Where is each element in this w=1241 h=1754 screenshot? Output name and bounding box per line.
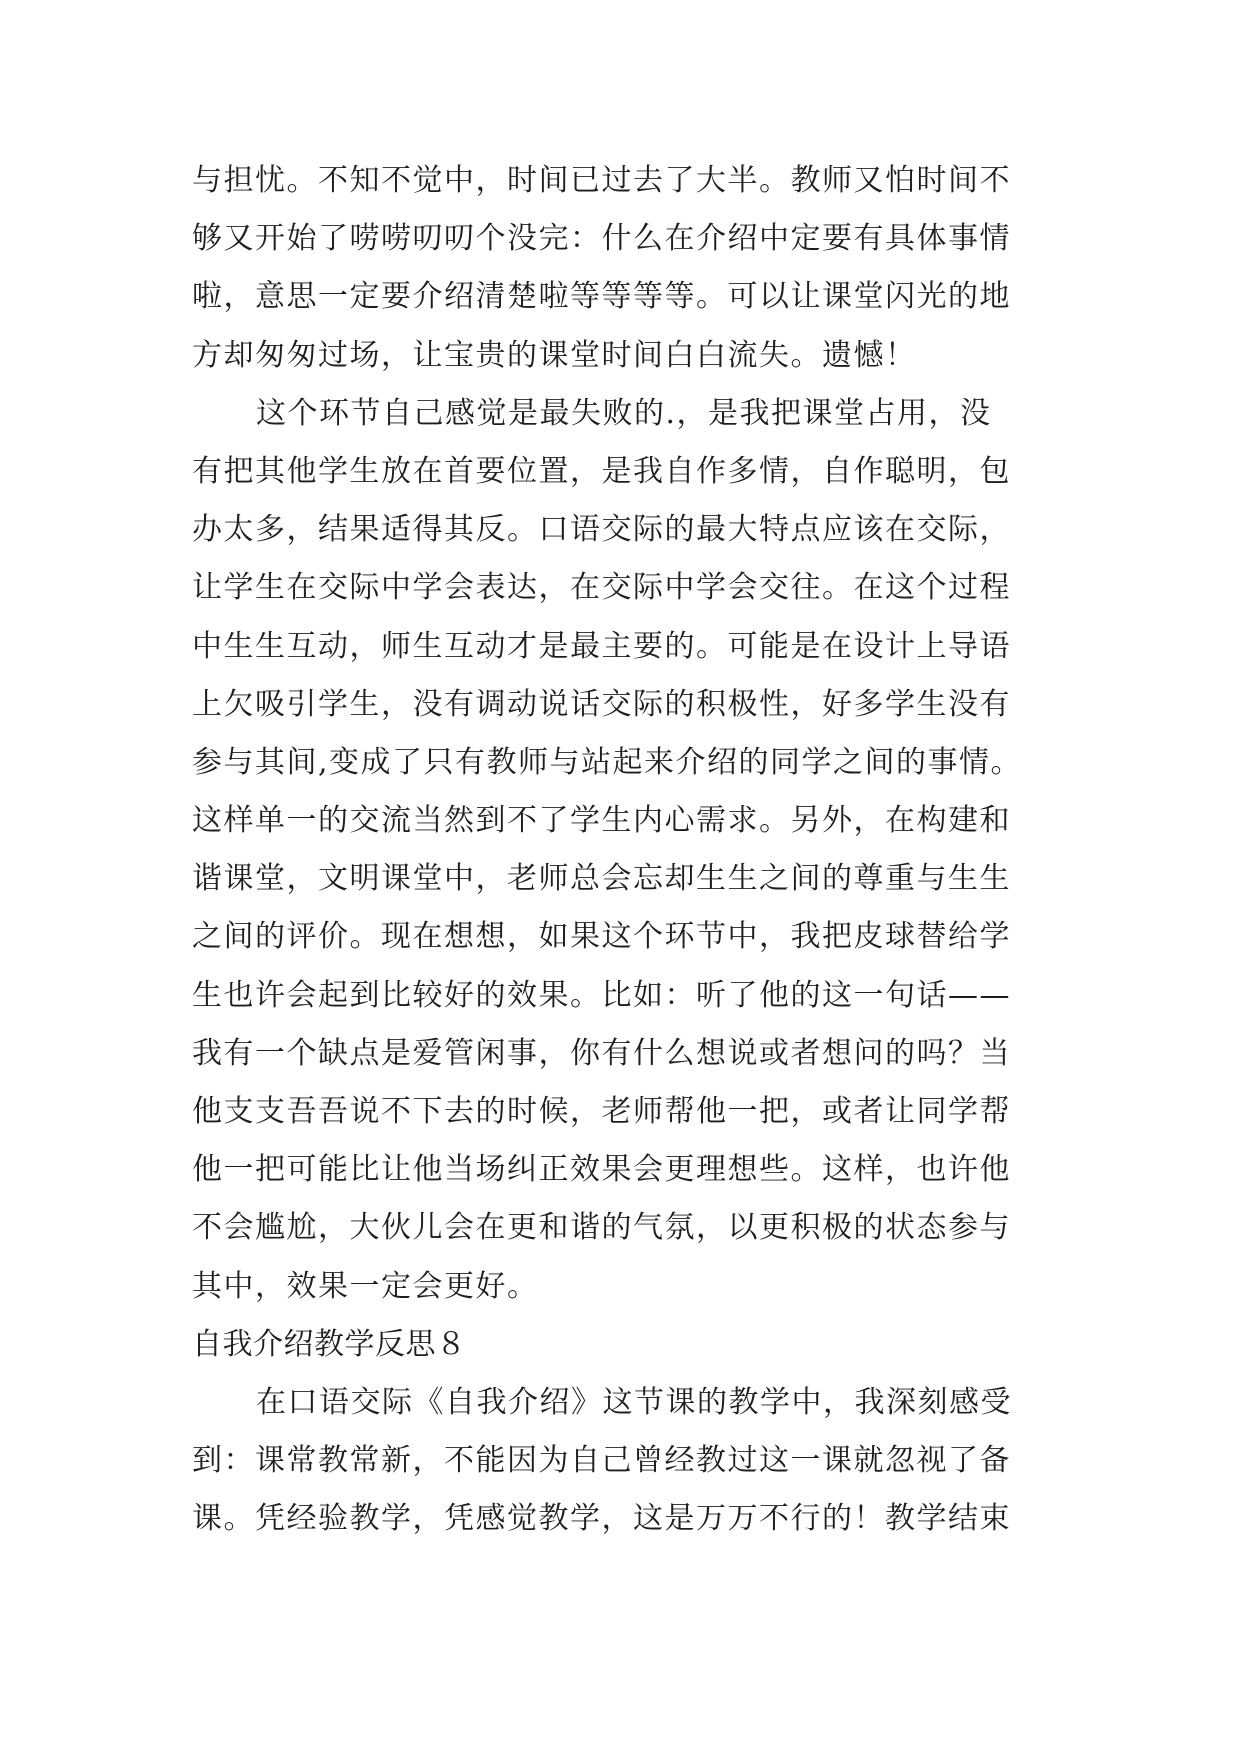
section-heading: 自我介绍教学反思８ — [192, 1326, 467, 1362]
text-line: 这个环节自己感觉是最失败的.，是我把课堂占用，没 — [256, 395, 992, 431]
text-line: 不会尴尬，大伙儿会在更和谐的气氛，以更积极的状态参与 — [192, 1210, 1011, 1246]
text-line: 谐课堂，文明课堂中，老师总会忘却生生之间的尊重与生生 — [192, 861, 1011, 897]
text-line: 他支支吾吾说不下去的时候，老师帮他一把，或者让同学帮 — [192, 1094, 1011, 1129]
text-line: 上欠吸引学生，没有调动说话交际的积极性，好多学生没有 — [192, 686, 1011, 722]
text-line: 我有一个缺点是爱管闲事，你有什么想说或者想问的吗？当 — [192, 1035, 1011, 1071]
text-line: 有把其他学生放在首要位置，是我自作多情，自作聪明，包 — [192, 453, 1011, 489]
text-line: 够又开始了唠唠叨叨个没完：什么在介绍中定要有具体事情 — [192, 221, 1011, 257]
text-line: 中生生互动，师生互动才是最主要的。可能是在设计上导语 — [192, 628, 1011, 664]
paragraph — [192, 152, 1052, 385]
text-line: 这样单一的交流当然到不了学生内心需求。另外，在构建和 — [192, 803, 1011, 839]
text-line: 办太多，结果适得其反。口语交际的最大特点应该在交际， — [192, 512, 1011, 548]
text-line: 之间的评价。现在想想，如果这个环节中，我把皮球替给学 — [192, 919, 1011, 955]
text-line: 到：课常教常新，不能因为自己曾经教过这一课就忽视了备 — [192, 1443, 1011, 1479]
body-text — [192, 152, 1052, 1549]
text-line: 参与其间,变成了只有教师与站起来介绍的同学之间的事情。 — [192, 744, 1023, 780]
text-line: 啦，意思一定要介绍清楚啦等等等等。可以让课堂闪光的地 — [192, 279, 1011, 315]
text-line: 让学生在交际中学会表达，在交际中学会交往。在这个过程 — [192, 570, 1011, 606]
paragraph — [192, 1374, 1052, 1549]
text-line: 方却匆匆过场，让宝贵的课堂时间白白流失。遗憾！ — [192, 337, 917, 373]
text-line: 在口语交际《自我介绍》这节课的教学中，我深刻感受 — [256, 1384, 1012, 1420]
text-line: 与担忧。不知不觉中，时间已过去了大半。教师又怕时间不 — [192, 163, 1011, 198]
paragraph — [192, 385, 1052, 1316]
text-line: 他一把可能比让他当场纠正效果会更理想些。这样，也许他 — [192, 1152, 1011, 1188]
text-line: 生也许会起到比较好的效果。比如：听了他的这一句话—— — [192, 977, 1011, 1013]
text-line: 课。凭经验教学，凭感觉教学，这是万万不行的！教学结束 — [192, 1501, 1011, 1537]
text-line: 其中，效果一定会更好。 — [192, 1268, 539, 1304]
